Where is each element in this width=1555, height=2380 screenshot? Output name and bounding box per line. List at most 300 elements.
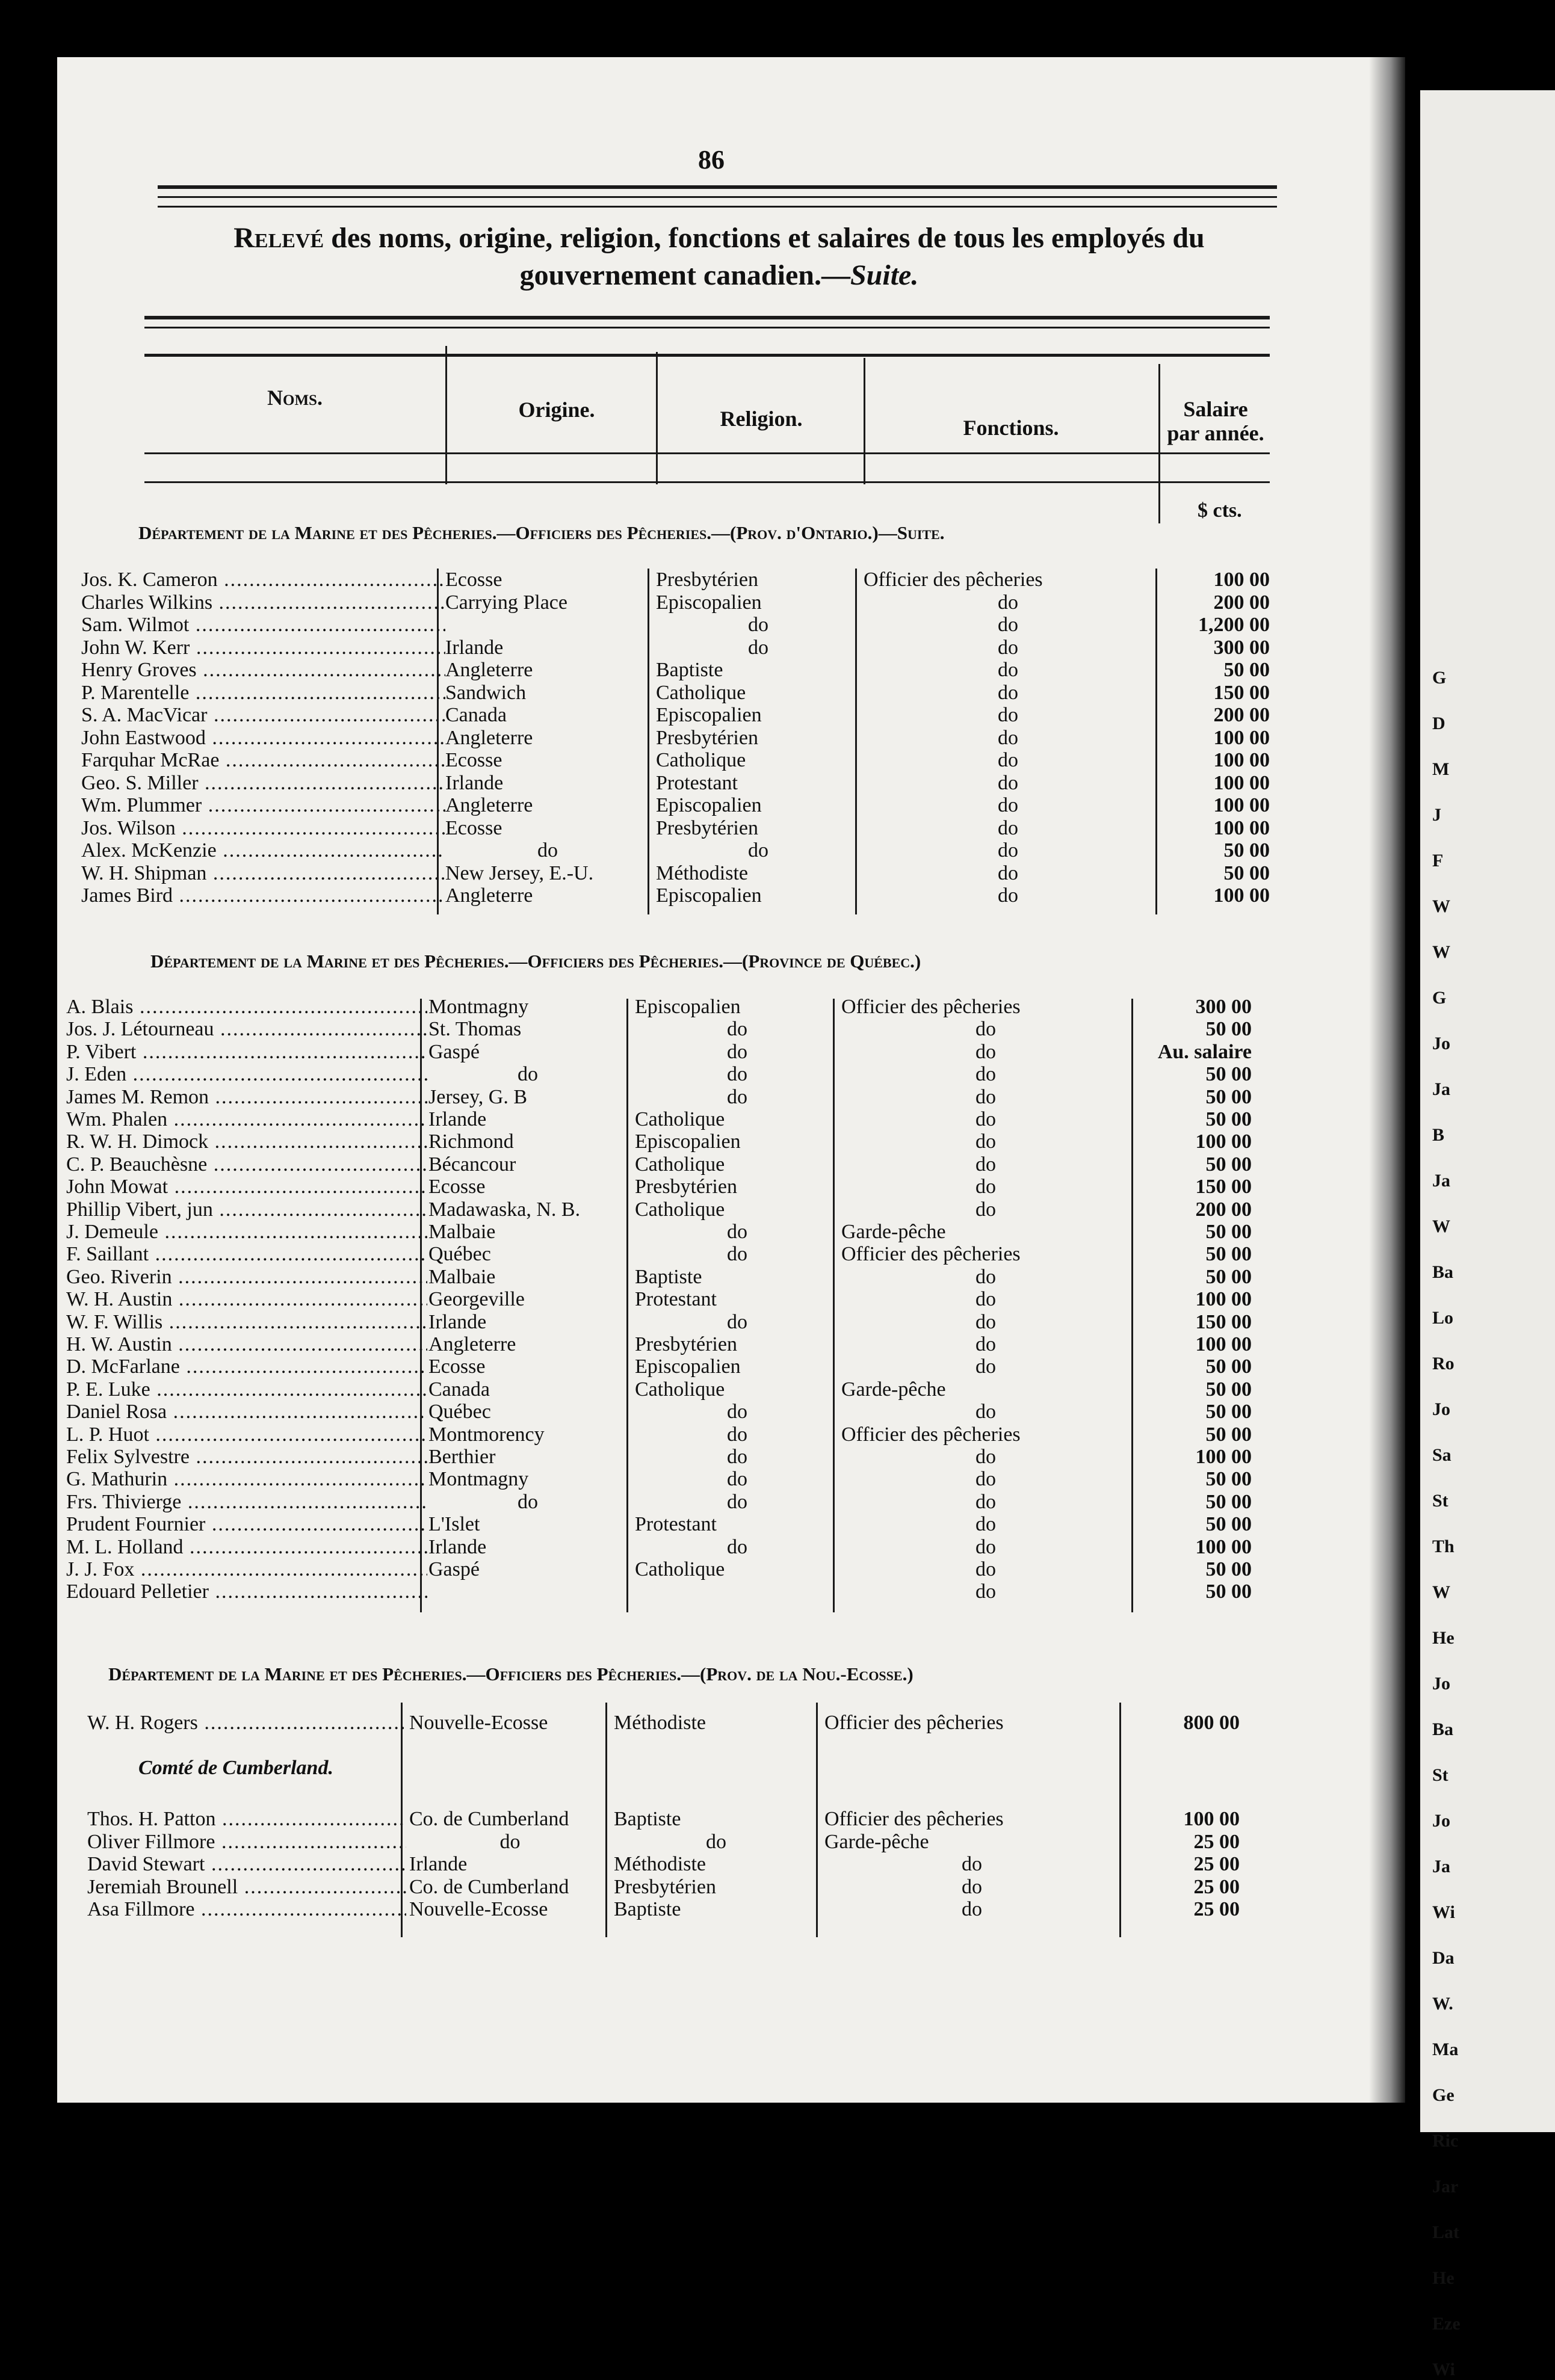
salary-cell: 100 00 [1195,1130,1252,1153]
employee-name: J. J. Fox ..... [66,1558,427,1580]
origin-cell: Malbaie [428,1221,496,1243]
function-cell: do [975,1085,996,1108]
salary-cell: 150 00 [1213,681,1270,704]
religion-cell: do [727,1040,747,1063]
function-cell: do [998,816,1018,839]
table-row [0,1266,1348,1288]
salary-cell: 50 00 [1205,1085,1252,1108]
function-cell: do [998,839,1018,862]
religion-cell: Baptiste [656,659,723,681]
origin-cell: Ecosse [445,569,502,591]
salary-cell: 50 00 [1205,1580,1252,1603]
facing-page-fragment: Ba [1432,1719,1454,1739]
table-row [0,1153,1348,1176]
origin-cell: Gaspé [428,1558,480,1580]
col-divider [1131,999,1133,1612]
employee-name: Prudent Fournier ..... [66,1513,427,1535]
facing-page-fragment: Ja [1432,1079,1450,1099]
origin-cell: Montmagny [428,996,529,1018]
function-cell: Officier des pêcheries [841,996,1021,1018]
table-row [0,682,1348,704]
table-row [0,1712,1348,1734]
religion-cell: Episcopalien [635,996,741,1018]
table-row [0,1108,1348,1130]
function-cell: do [998,614,1018,636]
table-row [0,1288,1348,1310]
origin-cell: do [499,1830,521,1853]
title-suite: Suite. [850,259,919,291]
religion-cell: Episcopalien [635,1355,741,1378]
facing-page-fragment: G [1432,668,1447,688]
employee-name: W. H. Rogers ..... [87,1712,406,1734]
facing-page-fragment: Ma [1432,2039,1459,2059]
facing-page-fragment: Jar [1432,2177,1459,2197]
col-header-salaire: Salaire par année. [1167,397,1264,445]
header-rule [144,354,1270,357]
religion-cell: Episcopalien [656,794,762,816]
origin-cell: Angleterre [445,884,533,907]
function-cell: do [998,771,1018,794]
employee-name: W. F. Willis ..... [66,1311,427,1333]
employee-name: Edouard Pelletier ..... [66,1580,427,1603]
religion-cell: do [727,1221,747,1243]
salary-cell: 50 00 [1205,1018,1252,1041]
facing-page-fragment: Ba [1432,1262,1454,1282]
origin-cell: Angleterre [428,1333,516,1355]
function-cell: do [975,1580,996,1603]
salary-cell: 100 00 [1213,569,1270,591]
religion-cell: Catholique [656,749,746,771]
facing-page-fragment: Ge [1432,2085,1455,2105]
function-cell: do [975,1018,996,1041]
employee-name: Wm. Plummer ..... [81,794,445,816]
employee-name: Geo. Riverin ..... [66,1266,427,1288]
function-cell: Garde-pêche [841,1378,946,1401]
employee-name: P. E. Luke ..... [66,1378,427,1401]
table-row [0,1468,1348,1490]
origin-cell: Irlande [428,1310,487,1333]
function-cell: do [998,704,1018,726]
religion-cell: do [727,1243,747,1266]
origin-cell: Gaspé [428,1040,480,1063]
function-cell: do [975,1558,996,1580]
function-cell: do [975,1063,996,1086]
col-divider [1119,1703,1121,1757]
table-row [0,1311,1348,1333]
religion-cell: Episcopalien [656,591,762,614]
employee-name: Felix Sylvestre ..... [66,1446,427,1468]
facing-page-edge [1420,90,1555,2379]
header-bottom-rule [144,452,1270,454]
origin-cell: do [537,839,558,862]
employee-name: Farquhar McRae ..... [81,749,445,771]
salary-cell: 100 00 [1213,771,1270,794]
top-rule-thin [158,196,1277,198]
employee-name: Geo. S. Miller ..... [81,772,445,794]
table-row [0,1876,1348,1898]
origin-cell: Irlande [445,771,504,794]
origin-cell: Jersey, G. B [428,1085,527,1108]
section-heading-nouvelle-ecosse: Département de la Marine et des Pêcheries.—Officiers des Pêcheries.—(Prov. de la Nou.-Ecosse.) [108,1663,914,1685]
col-divider [816,1757,818,1937]
employee-name: Charles Wilkins ..... [81,591,445,614]
salary-cell: Au. salaire [1157,1040,1252,1063]
function-cell: do [998,659,1018,681]
function-cell: do [998,681,1018,704]
origin-cell: Québec [428,1243,491,1266]
religion-cell: do [727,1401,747,1423]
col-divider [1119,1757,1121,1937]
salary-cell: 200 00 [1213,591,1270,614]
function-cell: Garde-pêche [841,1221,946,1243]
employee-name: P. Vibert ..... [66,1041,427,1063]
salary-cell: 100 00 [1213,816,1270,839]
function-cell: do [975,1310,996,1333]
page-title [156,220,1282,294]
table-row [0,637,1348,659]
function-cell: do [975,1265,996,1288]
origin-cell: Ecosse [428,1355,486,1378]
employee-name: D. McFarlane ..... [66,1355,427,1378]
facing-page-fragment: Wi [1432,2360,1455,2379]
employee-name: David Stewart ..... [87,1853,406,1875]
religion-cell: Episcopalien [656,704,762,726]
employee-name: F. Saillant ..... [66,1243,427,1265]
salary-cell: 100 00 [1213,749,1270,771]
origin-cell: Co. de Cumberland [409,1875,569,1898]
table-row [0,1063,1348,1085]
origin-cell: Irlande [428,1535,487,1558]
function-cell: do [975,1130,996,1153]
facing-page-fragment: Eze [1432,2314,1461,2334]
function-cell: do [998,884,1018,907]
col-divider [833,999,835,1612]
religion-cell: Presbytérien [614,1875,716,1898]
col-divider [1158,364,1160,523]
origin-cell: Ecosse [428,1176,486,1198]
origin-cell: Sandwich [445,681,527,704]
top-rule [158,185,1277,189]
origin-cell: New Jersey, E.-U. [445,862,594,884]
religion-cell: do [727,1310,747,1333]
origin-cell: Irlande [445,636,504,659]
employee-name: L. P. Huot ..... [66,1423,427,1446]
religion-cell: Méthodiste [614,1853,706,1875]
religion-cell: Catholique [656,681,746,704]
employee-name: Asa Fillmore ..... [87,1898,406,1920]
col-divider [605,1703,607,1757]
salary-cell: 1,200 00 [1198,614,1270,636]
table-row [0,1808,1348,1830]
salary-cell: 50 00 [1205,1221,1252,1243]
salary-cell: 100 00 [1213,726,1270,749]
salary-cell: 50 00 [1205,1378,1252,1401]
facing-page-fragment: W. [1432,1994,1453,2014]
facing-page-fragment: Ro [1432,1354,1455,1373]
origin-cell: Montmorency [428,1423,545,1446]
facing-page-fragment: Ric [1432,2131,1459,2151]
origin-cell: Bécancour [428,1153,516,1176]
religion-cell: do [727,1446,747,1468]
origin-cell: L'Islet [428,1513,480,1536]
employee-name: Jos. Wilson ..... [81,817,445,839]
table-row [0,1558,1348,1580]
table-row [0,1853,1348,1875]
function-cell: do [975,1040,996,1063]
function-cell: do [975,1288,996,1311]
facing-page-fragment: Lat [1432,2222,1459,2242]
table-row [0,1086,1348,1108]
origin-cell: do [518,1490,538,1513]
table-row [0,1513,1348,1535]
table-row [0,884,1348,907]
col-divider [626,999,628,1612]
facing-page-fragment: W [1432,942,1450,962]
salary-cell: 50 00 [1205,1063,1252,1086]
origin-cell: Ecosse [445,816,502,839]
origin-cell: Canada [428,1378,490,1401]
salary-cell: 100 00 [1183,1808,1240,1830]
origin-cell: St. Thomas [428,1018,522,1041]
origin-cell: Nouvelle-Ecosse [409,1898,548,1920]
function-cell: do [975,1490,996,1513]
employee-name: P. Marentelle ..... [81,682,445,704]
religion-cell: Catholique [635,1198,725,1221]
employee-name: James Bird ..... [81,884,445,907]
religion-cell: Catholique [635,1153,725,1176]
table-row [0,1333,1348,1355]
salary-cell: 200 00 [1213,704,1270,726]
religion-cell: Catholique [635,1558,725,1580]
origin-cell: Canada [445,704,507,726]
employee-name: Oliver Fillmore ..... [87,1831,406,1853]
salary-cell: 300 00 [1195,996,1252,1018]
religion-cell: Baptiste [614,1898,681,1920]
col-divider [401,1757,403,1937]
table-row [0,1536,1348,1558]
function-cell: Officier des pêcheries [841,1423,1021,1446]
function-cell: do [975,1108,996,1130]
function-cell: Officier des pêcheries [824,1712,1004,1734]
religion-cell: Protestant [635,1513,717,1536]
col-header-noms: Noms. [267,386,323,410]
table-row [0,1580,1348,1603]
table-row [0,1446,1348,1468]
employee-name: Jos. K. Cameron ..... [81,569,445,591]
facing-page-fragment: Ja [1432,1857,1450,1876]
religion-cell: Protestant [635,1288,717,1311]
col-divider [420,999,422,1612]
col-divider [864,358,865,484]
employee-name: J. Demeule ..... [66,1221,427,1243]
employee-name: G. Mathurin ..... [66,1468,427,1490]
facing-page-fragment: St [1432,1491,1448,1511]
origin-cell: Montmagny [428,1468,529,1491]
salary-cell: 25 00 [1193,1830,1240,1853]
table-row [0,591,1348,614]
col-divider [855,569,857,914]
religion-cell: Catholique [635,1378,725,1401]
table-row [0,1491,1348,1513]
function-cell: do [962,1875,982,1898]
title-text: des noms, origine, religion, fonctions et salaires de tous les employés du gouvernement canadien.— [331,222,1205,291]
salary-cell: 200 00 [1195,1198,1252,1221]
table-row [0,727,1348,749]
table-row [0,1221,1348,1243]
section-heading-ontario: Département de la Marine et des Pêcheries.—Officiers des Pêcheries.—(Prov. d'Ontario.)—Suite. [138,522,945,543]
religion-cell: do [727,1423,747,1446]
origin-cell: Malbaie [428,1265,496,1288]
origin-cell: Ecosse [445,749,502,771]
religion-cell: Presbytérien [635,1333,737,1355]
salary-cell: 300 00 [1213,636,1270,659]
facing-page-fragment: G [1432,988,1447,1008]
employee-name: James M. Remon ..... [66,1086,427,1108]
religion-cell: Méthodiste [614,1712,706,1734]
function-cell: do [998,749,1018,771]
function-cell: do [962,1853,982,1875]
header-bottom-rule [144,481,1270,483]
employee-name: Frs. Thivierge ..... [66,1491,427,1513]
employee-name: H. W. Austin ..... [66,1333,427,1355]
facing-page-fragment: Lo [1432,1308,1454,1328]
function-cell: do [975,1355,996,1378]
employee-name: John W. Kerr ..... [81,637,445,659]
facing-page-fragment: Sa [1432,1445,1451,1465]
table-row [0,1355,1348,1378]
origin-cell: Québec [428,1401,491,1423]
salary-cell: 150 00 [1195,1176,1252,1198]
salary-cell: 800 00 [1183,1712,1240,1734]
table-row [0,569,1348,591]
table-row [0,749,1348,771]
table-row [0,614,1348,636]
table-row [0,1176,1348,1198]
origin-cell: Nouvelle-Ecosse [409,1712,548,1734]
religion-cell: do [727,1468,747,1491]
salary-cell: 50 00 [1205,1490,1252,1513]
religion-cell: Presbytérien [656,726,758,749]
employee-name: R. W. H. Dimock ..... [66,1130,427,1153]
salary-cell: 50 00 [1223,659,1270,681]
origin-cell: Co. de Cumberland [409,1808,569,1830]
facing-page-fragment: B [1432,1125,1445,1145]
page-gutter [1369,57,1405,2103]
table-row [0,1898,1348,1920]
salary-cell: 50 00 [1205,1401,1252,1423]
salary-cell: 50 00 [1223,839,1270,862]
header-rule-thin [144,327,1270,328]
col-divider [401,1703,403,1757]
salary-cell: 100 00 [1195,1288,1252,1311]
col-divider [656,352,658,484]
salary-cell: 50 00 [1205,1355,1252,1378]
origin-cell: Madawaska, N. B. [428,1198,581,1221]
employee-name: J. Eden ..... [66,1063,427,1085]
salary-cell: 150 00 [1195,1310,1252,1333]
table-row [0,996,1348,1018]
employee-name: Jos. J. Létourneau ..... [66,1018,427,1040]
religion-cell: Presbytérien [635,1176,737,1198]
employee-name: W. H. Shipman ..... [81,862,445,884]
facing-page-fragment: Da [1432,1948,1455,1968]
facing-page-fragment: Th [1432,1537,1455,1556]
employee-name: John Eastwood ..... [81,727,445,749]
employee-name: Jeremiah Brounell ..... [87,1876,406,1898]
religion-cell: do [748,614,768,636]
origin-cell: Irlande [428,1108,487,1130]
salary-cell: 50 00 [1205,1513,1252,1536]
table-row [0,1401,1348,1423]
col-divider [816,1703,818,1757]
employee-name: Henry Groves ..... [81,659,445,681]
religion-cell: Baptiste [614,1808,681,1830]
function-cell: do [998,726,1018,749]
salary-cell: 50 00 [1205,1108,1252,1130]
function-cell: do [998,862,1018,884]
religion-cell: Protestant [656,771,738,794]
employee-name: Phillip Vibert, jun ..... [66,1198,427,1221]
employee-name: John Mowat ..... [66,1176,427,1198]
salary-cell: 100 00 [1213,884,1270,907]
facing-page-fragment: D [1432,714,1445,733]
section-heading-quebec: Département de la Marine et des Pêcheries.—Officiers des Pêcheries.—(Province de Québec.) [150,951,921,972]
facing-page-fragment: Wi [1432,1902,1455,1922]
col-header-origine: Origine. [518,398,595,422]
employee-name: Daniel Rosa ..... [66,1401,427,1423]
function-cell: Garde-pêche [824,1830,929,1853]
header-rule [144,316,1270,319]
page-number: 86 [698,145,725,174]
religion-cell: Baptiste [635,1265,702,1288]
function-cell: Officier des pêcheries [864,569,1043,591]
salary-cell: 50 00 [1205,1243,1252,1266]
title-lead: Relevé [233,222,324,254]
origin-cell: Irlande [409,1853,468,1875]
religion-cell: Episcopalien [656,884,762,907]
table-row [0,1423,1348,1446]
employee-name: S. A. MacVicar ..... [81,704,445,726]
function-cell: do [998,794,1018,816]
salary-cell: 25 00 [1193,1875,1240,1898]
salary-unit: $ cts. [1198,499,1242,522]
origin-cell: do [518,1063,538,1086]
facing-page-fragment: W [1432,896,1450,916]
salary-cell: 100 00 [1195,1446,1252,1468]
salary-cell: 50 00 [1223,862,1270,884]
col-header-religion: Religion. [720,407,803,431]
origin-cell: Berthier [428,1446,496,1468]
religion-cell: do [748,839,768,862]
salary-cell: 50 00 [1205,1558,1252,1580]
religion-cell: Presbytérien [656,816,758,839]
employee-name: W. H. Austin ..... [66,1288,427,1310]
function-cell: Officier des pêcheries [824,1808,1004,1830]
origin-cell: Angleterre [445,726,533,749]
origin-cell: Angleterre [445,794,533,816]
table-row [0,794,1348,816]
function-cell: do [998,636,1018,659]
function-cell: do [975,1446,996,1468]
salary-cell: 50 00 [1205,1423,1252,1446]
employee-name: Thos. H. Patton ..... [87,1808,406,1830]
function-cell: do [998,591,1018,614]
table-row [0,1198,1348,1221]
col-divider [445,346,447,484]
table-row [0,1243,1348,1265]
facing-page-fragment: Jo [1432,1034,1450,1053]
religion-cell: do [706,1830,726,1853]
